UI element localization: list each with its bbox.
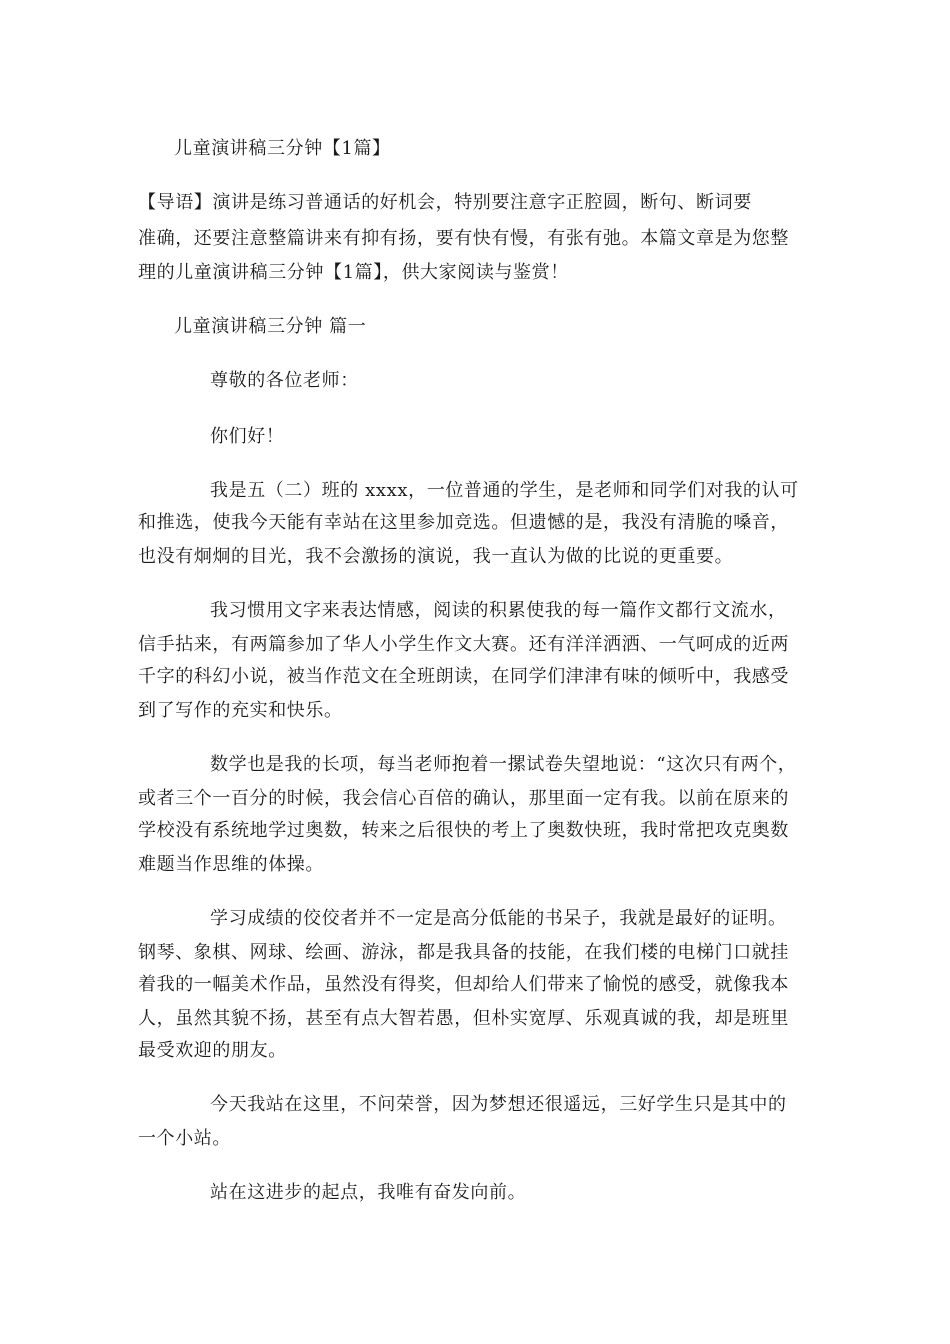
paragraph2-line-1: 我习惯用文字来表达情感，阅读的积累使我的每一篇作文都行文流水， <box>210 600 787 621</box>
intro-line-2: 准确，还要注意整篇讲来有抑有扬，要有快有慢，有张有弛。本篇文章是为您整 <box>138 228 789 249</box>
document-title: 儿童演讲稿三分钟【1篇】 <box>174 138 391 159</box>
paragraph5-line-1: 今天我站在这里，不问荣誉，因为梦想还很遥远，三好学生只是其中的 <box>210 1094 787 1115</box>
paragraph2-line-3: 千字的科幻小说，被当作范文在全班朗读，在同学们津津有味的倾听中，我感受 <box>138 666 789 687</box>
paragraph1-line-2: 和推选，使我今天能有幸站在这里参加竞选。但遗憾的是，我没有清脆的嗓音， <box>138 512 789 533</box>
paragraph4-line-5: 最受欢迎的朋友。 <box>138 1040 287 1061</box>
intro-line-1: 【导语】演讲是练习普通话的好机会，特别要注意字正腔圆，断句、断词要 <box>138 192 752 213</box>
paragraph3-line-1: 数学也是我的长项，每当老师抱着一摞试卷失望地说：“这次只有两个， <box>210 754 797 775</box>
paragraph3-line-4: 难题当作思维的体操。 <box>138 854 324 875</box>
paragraph3-line-2: 或者三个一百分的时候，我会信心百倍的确认，那里面一定有我。以前在原来的 <box>138 788 789 809</box>
paragraph1-line-3: 也没有炯炯的目光，我不会激扬的演说，我一直认为做的比说的更重要。 <box>138 546 734 567</box>
intro-line-3: 理的儿童演讲稿三分钟【1篇】，供大家阅读与鉴赏！ <box>138 262 569 283</box>
paragraph2-line-4: 到了写作的充实和快乐。 <box>138 700 343 721</box>
paragraph4-line-2: 钢琴、象棋、网球、绘画、游泳，都是我具备的技能，在我们楼的电梯门口就挂 <box>138 942 789 963</box>
paragraph4-line-4: 人，虽然其貌不扬，甚至有点大智若愚，但朴实宽厚、乐观真诚的我，却是班里 <box>138 1008 789 1029</box>
paragraph6: 站在这进步的起点，我唯有奋发向前。 <box>210 1182 527 1203</box>
paragraph3-line-3: 学校没有系统地学过奥数，转来之后很快的考上了奥数快班，我时常把攻克奥数 <box>138 820 789 841</box>
greeting: 你们好！ <box>210 426 285 447</box>
paragraph4-line-3: 着我的一幅美术作品，虽然没有得奖，但却给人们带来了愉悦的感受，就像我本 <box>138 974 789 995</box>
salutation: 尊敬的各位老师： <box>210 370 359 391</box>
paragraph5-line-2: 一个小站。 <box>138 1128 231 1149</box>
section-heading: 儿童演讲稿三分钟 篇一 <box>174 316 367 337</box>
paragraph1-line-1: 我是五（二）班的 xxxx，一位普通的学生，是老师和同学们对我的认可 <box>210 480 799 501</box>
paragraph4-line-1: 学习成绩的佼佼者并不一定是高分低能的书呆子，我就是最好的证明。 <box>210 908 787 929</box>
paragraph2-line-2: 信手拈来，有两篇参加了华人小学生作文大赛。还有洋洋洒洒、一气呵成的近两 <box>138 634 789 655</box>
